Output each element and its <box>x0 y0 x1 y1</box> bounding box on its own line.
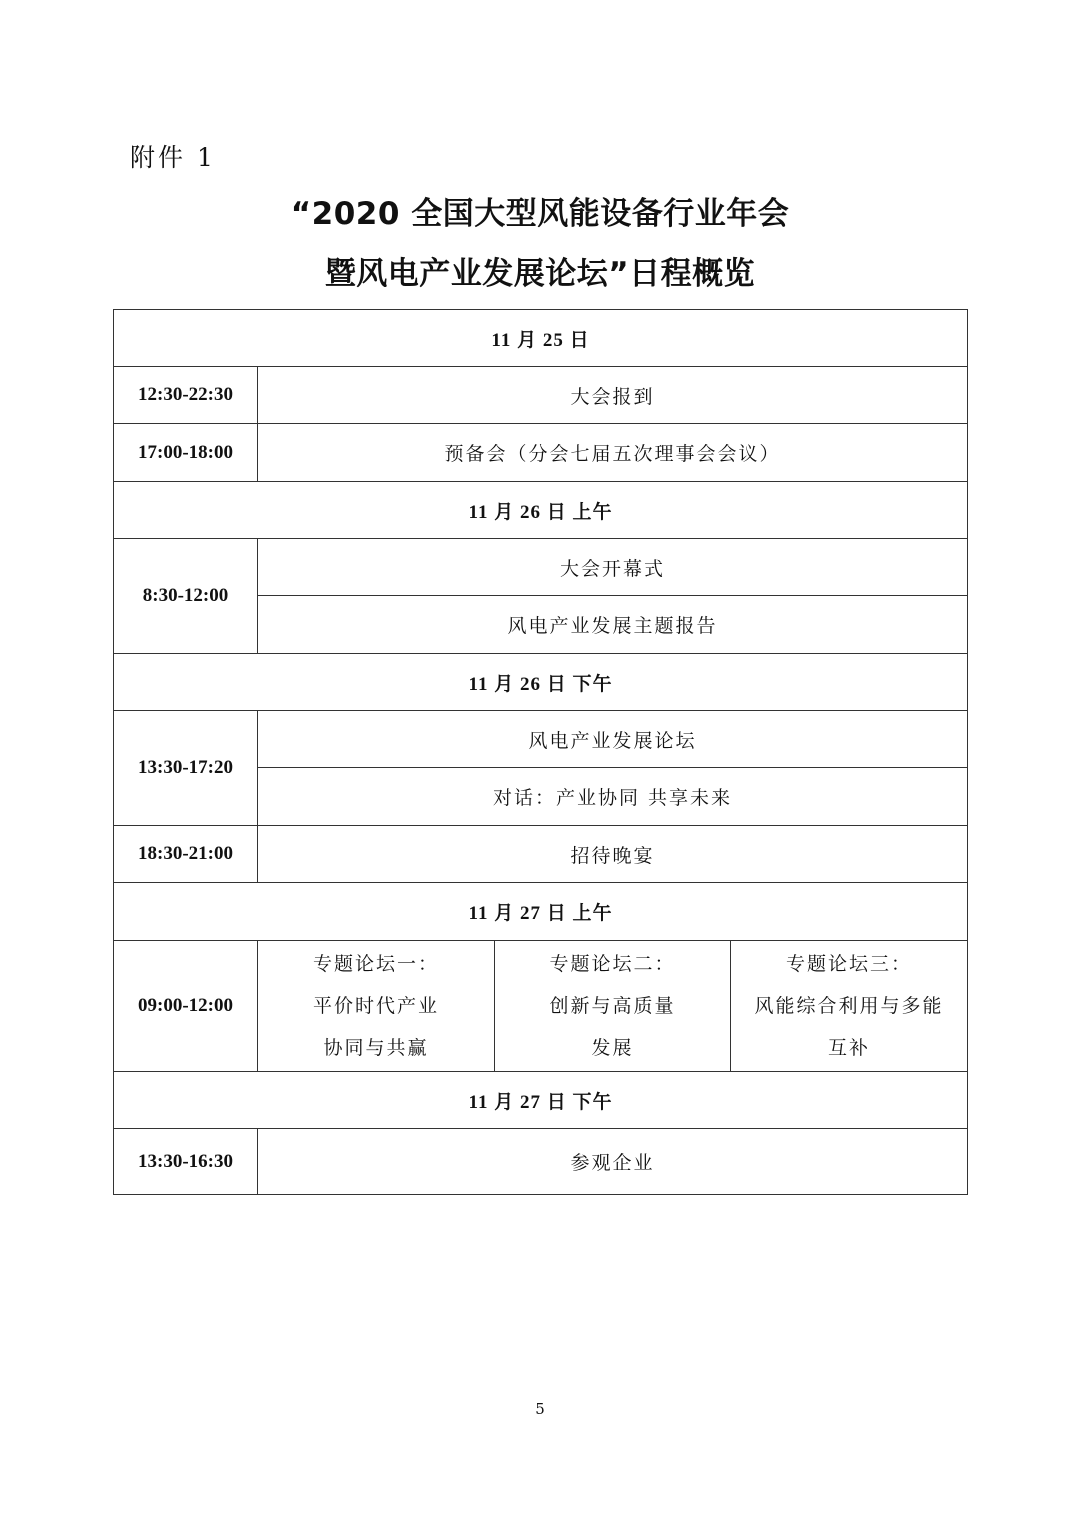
time-cell: 18:30-21:00 <box>114 826 258 883</box>
forum-topic-line: 风能综合利用与多能 <box>754 995 944 1017</box>
event-cell: 预备会（分会七届五次理事会会议） <box>258 424 968 482</box>
forum-cell-3 <box>731 941 968 1072</box>
table-row <box>114 424 968 482</box>
table-row <box>114 1072 968 1129</box>
date-header-nov27-pm: 11 月 27 日 下午 <box>114 1072 968 1129</box>
table-row <box>114 654 968 711</box>
event-cell: 招待晚宴 <box>258 826 968 883</box>
event-cell: 大会报到 <box>258 367 968 424</box>
attachment-label: 附件 1 <box>130 143 216 172</box>
document-title-line-2: 暨风电产业发展论坛”日程概览 <box>324 256 756 292</box>
forum-topic-line: 创新与高质量 <box>549 995 676 1017</box>
event-cell: 参观企业 <box>258 1129 968 1195</box>
event-cell: 风电产业发展主题报告 <box>258 596 968 654</box>
date-header-nov25: 11 月 25 日 <box>114 310 968 367</box>
forum-topic-line: 互补 <box>828 1037 871 1059</box>
date-header-nov26-pm: 11 月 26 日 下午 <box>114 654 968 711</box>
forum-cell-2 <box>495 941 731 1072</box>
time-cell: 8:30-12:00 <box>114 539 258 654</box>
forum-topic-line: 平价时代产业 <box>312 995 439 1017</box>
table-row <box>114 482 968 539</box>
table-row <box>114 826 968 883</box>
time-cell: 13:30-16:30 <box>114 1129 258 1195</box>
event-cell: 风电产业发展论坛 <box>258 711 968 768</box>
date-header-nov26-am: 11 月 26 日 上午 <box>114 482 968 539</box>
date-header-nov27-am: 11 月 27 日 上午 <box>114 883 968 941</box>
time-cell: 17:00-18:00 <box>114 424 258 482</box>
forum-title: 专题论坛三： <box>786 953 913 975</box>
table-row <box>114 883 968 941</box>
document-title-line-1: “2020 全国大型风能设备行业年会 <box>290 196 790 232</box>
time-cell: 12:30-22:30 <box>114 367 258 424</box>
time-cell: 09:00-12:00 <box>114 941 258 1072</box>
table-row <box>114 941 968 1072</box>
forum-cell-1 <box>258 941 495 1072</box>
table-row <box>114 310 968 367</box>
event-cell: 对话：产业协同 共享未来 <box>258 768 968 826</box>
event-cell: 大会开幕式 <box>258 539 968 596</box>
table-row <box>114 367 968 424</box>
forum-title: 专题论坛一： <box>312 953 439 975</box>
time-cell: 13:30-17:20 <box>114 711 258 826</box>
forum-topic-line: 发展 <box>591 1037 634 1059</box>
forum-title: 专题论坛二： <box>549 953 676 975</box>
page-number: 5 <box>535 1400 545 1418</box>
forum-topic-line: 协同与共赢 <box>323 1037 429 1059</box>
table-row <box>114 1129 968 1195</box>
table-row <box>114 539 968 596</box>
table-row <box>114 711 968 768</box>
schedule-table <box>113 309 968 1195</box>
